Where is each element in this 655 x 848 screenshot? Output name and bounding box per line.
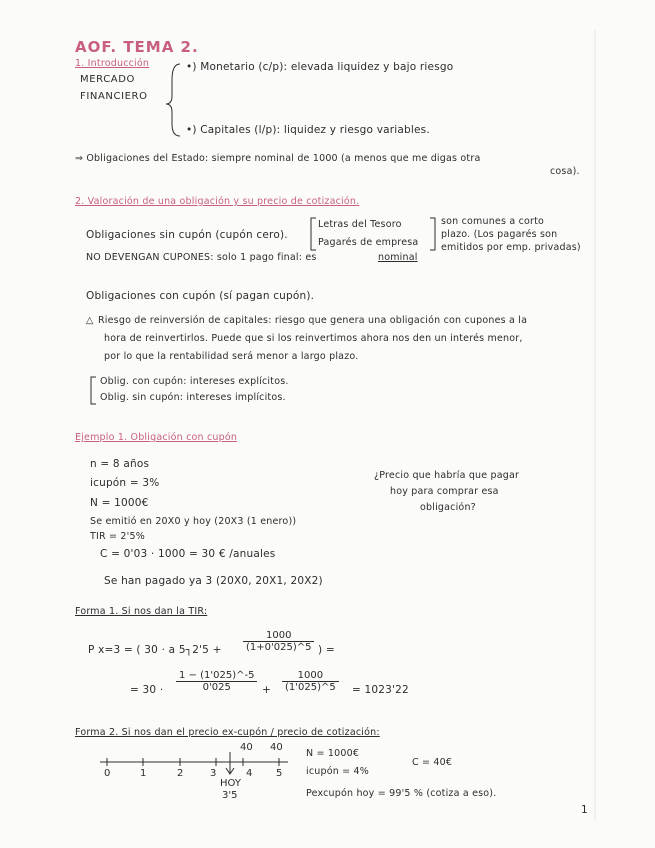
con-cupon-line: Obligaciones con cupón (sí pagan cupón). (86, 290, 315, 302)
financiero-label: FINANCIERO (80, 91, 148, 102)
fraction2-denominator: 0'025 (202, 682, 231, 693)
obligaciones-note: ⇒ Obligaciones del Estado: siempre nominal de 1000 (a menos que me digas otra (75, 153, 481, 164)
monetario-option: •) Monetario (c/p): elevada liquidez y bajo riesgo (186, 61, 454, 73)
warning-icon: △ (86, 315, 94, 326)
nominal-word: nominal (378, 252, 418, 263)
timeline-label-2: 2 (177, 768, 184, 779)
forma1-line2-prefix: = 30 · (130, 684, 164, 696)
obligaciones-note-cont: cosa). (550, 166, 580, 177)
hoy-label: HOY (220, 778, 241, 789)
riesgo-line-1: Riesgo de reinversión de capitales: riesgo que genera una obligación con cupones a la (98, 315, 528, 326)
ejemplo-emitio: Se emitió en 20X0 y hoy (20X3 (1 enero)) (90, 516, 297, 527)
side-note-3: emitidos por emp. privadas) (441, 242, 581, 253)
fraction1-denominator: (1+0'025)^5 (246, 642, 312, 653)
intereses-implicitos: Oblig. sin cupón: intereses implícitos. (100, 392, 286, 403)
forma2-icupon: icupón = 4% (306, 766, 370, 777)
section2-heading: 2. Valoración de una obligación y su precio de cotización. (75, 196, 360, 207)
ejemplo-pagado: Se han pagado ya 3 (20X0, 20X1, 20X2) (104, 575, 323, 587)
page-number: 1 (581, 804, 588, 816)
timeline-label-5: 5 (276, 768, 283, 779)
fraction3-numerator: 1000 (282, 670, 339, 682)
forma1-heading: Forma 1. Si nos dan la TIR: (75, 606, 208, 617)
question-line-3: obligación? (420, 502, 476, 513)
ejemplo-cupon: C = 0'03 · 1000 = 30 € /anuales (100, 548, 276, 560)
fraction1-numerator: 1000 (243, 630, 314, 642)
riesgo-line-3: por lo que la rentabilidad será menor a largo plazo. (104, 351, 359, 362)
ejemplo-tir: TIR = 2'5% (90, 531, 145, 542)
mercado-label: MERCADO (80, 74, 135, 85)
hoy-value: 3'5 (222, 790, 238, 801)
question-line-1: ¿Precio que habría que pagar (374, 470, 520, 481)
forma1-close: ) = (318, 644, 335, 656)
timeline-label-1: 1 (140, 768, 147, 779)
fraction2-numerator: 1 − (1'025)^-5 (176, 670, 257, 682)
forma2-N: N = 1000€ (306, 748, 360, 759)
ejemplo-N: N = 1000€ (90, 497, 149, 509)
tesoro-bracket-right (430, 218, 435, 250)
section1-heading: 1. Introducción (75, 58, 150, 69)
riesgo-line-2: hora de reinvertirlos. Puede que si los reinvertimos ahora nos den un interés menor, (104, 333, 523, 344)
letras-tesoro: Letras del Tesoro (318, 219, 402, 230)
forma2-pexcupon: Pexcupón hoy = 99'5 % (cotiza a eso). (306, 788, 497, 799)
timeline-label-4: 4 (246, 768, 253, 779)
forma1-plus: + (262, 684, 271, 696)
forma1-result: = 1023'22 (352, 684, 409, 696)
mercado-brace (166, 64, 180, 136)
side-note-1: son comunes a corto (441, 216, 545, 227)
ejemplo-icupon: icupón = 3% (90, 477, 160, 489)
forma1-lhs: P x=3 = ( 30 · a 5┐2'5 + (88, 644, 222, 656)
timeline-label-3: 3 (210, 768, 217, 779)
tesoro-bracket-left (311, 218, 316, 250)
page-title: AOF. TEMA 2. (75, 38, 199, 56)
forma2-C: C = 40€ (412, 757, 453, 768)
timeline-top-40a: 40 (240, 742, 253, 753)
capitales-option: •) Capitales (l/p): liquidez y riesgo variables. (186, 124, 430, 136)
timeline-top-40b: 40 (270, 742, 283, 753)
side-note-2: plazo. (Los pagarés son (441, 229, 558, 240)
question-line-2: hoy para comprar esa (390, 486, 499, 497)
pagares-empresa: Pagarés de empresa (318, 237, 419, 248)
ejemplo-heading: Ejemplo 1. Obligación con cupón (75, 432, 238, 443)
sin-cupon-line: Obligaciones sin cupón (cupón cero). (86, 229, 288, 241)
no-devengan-line: NO DEVENGAN CUPONES: solo 1 pago final: es (86, 252, 317, 263)
forma2-heading: Forma 2. Si nos dan el precio ex-cupón / precio de cotización: (75, 727, 380, 738)
fraction3-denominator: (1'025)^5 (285, 682, 336, 693)
ejemplo-n: n = 8 años (90, 458, 150, 470)
intereses-explicitos: Oblig. con cupón: intereses explícitos. (100, 376, 289, 387)
intereses-bracket (91, 377, 96, 404)
timeline-label-0: 0 (104, 768, 111, 779)
